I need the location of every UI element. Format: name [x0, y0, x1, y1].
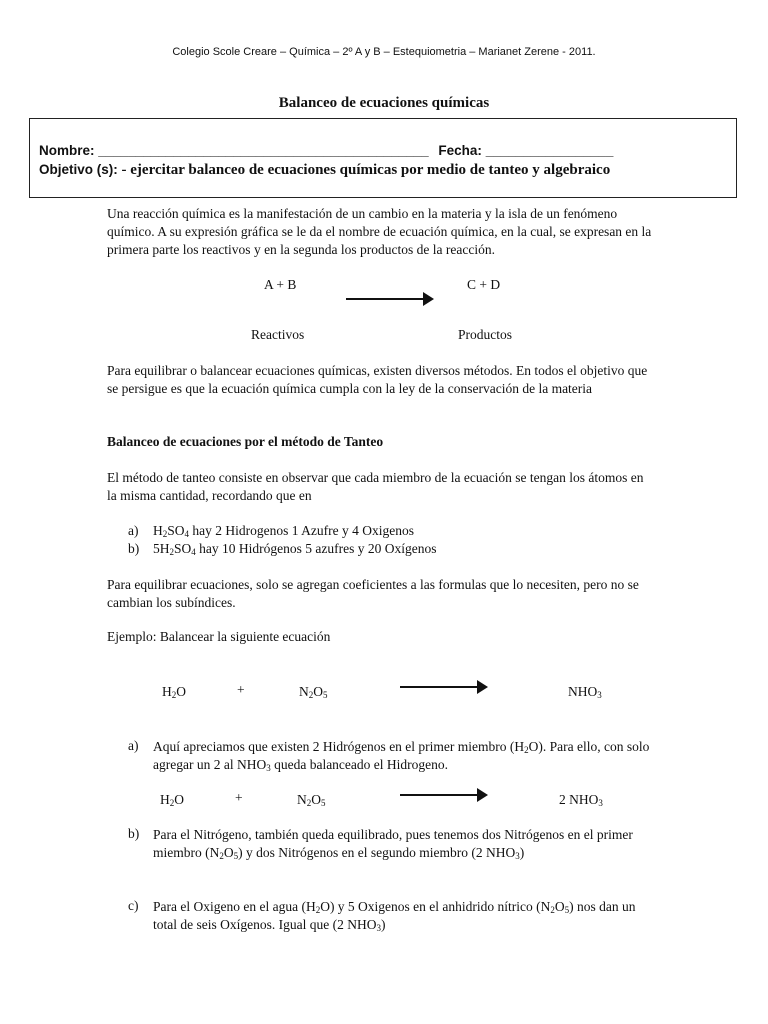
list-item-letter: b) — [128, 541, 140, 556]
step-a-letter: a) — [128, 738, 139, 753]
list-item: $5H_2SO_4$ hay 10 Hidrógenos 5 azufres y 20 Oxígenos — [153, 541, 437, 557]
step-b-letter: b) — [128, 826, 140, 841]
fecha-label: Fecha: — [438, 143, 482, 158]
eq1-anhydride: $N_2O_5$ — [299, 684, 328, 700]
step-c-text: Para el Oxigeno en el agua $(H_2O)$ y 5 Oxigenos en el anhidrido nítrico $(N_2O_5)$ nos dan un total de seis Oxígenos. Igual que (2 $NHO_3$) — [153, 899, 636, 933]
eq2-water: $H_2O$ — [160, 792, 184, 808]
eq2-arrow — [400, 794, 480, 796]
objetivo-line — [39, 162, 610, 179]
reactivos-label: Reactivos — [251, 327, 305, 342]
productos-label: Productos — [458, 327, 512, 342]
tanteo-paragraph: El método de tanteo consiste en observar que cada miembro de la ecuación se tengan los átomos en la misma cantidad, recordando que en — [107, 470, 644, 503]
reaction-arrow — [346, 298, 426, 300]
nombre-blank: ____________________________________________ — [98, 143, 429, 158]
eq1-arrow — [400, 686, 480, 688]
objetivo-text: - ejercitar balanceo de ecuaciones químicas por medio de tanteo y algebraico — [117, 162, 611, 178]
eq2-plus: + — [235, 790, 243, 805]
intro-paragraph: Una reacción química es la manifestación de un cambio en la materia y la isla de un fenómeno químico. A su expresión gráfica se le da el nombre de ecuación química, en la cual, se expresan en la primera parte los reactivos y en la segunda los productos de la reacción. — [107, 206, 652, 257]
eq2-product: 2 $NHO_3$ — [559, 792, 603, 808]
diagram-products: C + D — [467, 277, 501, 292]
eq1-water: $H_2O$ — [162, 684, 186, 700]
example-label: Ejemplo: Balancear la siguiente ecuación — [107, 629, 331, 644]
eq1-plus: + — [237, 682, 245, 697]
step-b-text: Para el Nitrógeno, también queda equilibrado, pues tenemos dos Nitrógenos en el primer miembro $(N_2O_5)$ y dos Nitrógenos en el segundo miembro (2 $NHO_3$) — [153, 827, 633, 861]
fecha-blank: _________________ — [485, 143, 614, 158]
student-info-box — [29, 118, 737, 198]
list-item-letter: a) — [128, 523, 139, 538]
objetivo-label: Objetivo (s): — [39, 162, 118, 177]
diagram-reactants: A + B — [264, 277, 297, 292]
eq1-product: $NHO_3$ — [568, 684, 602, 700]
section-heading: Balanceo de ecuaciones por el método de Tanteo — [107, 434, 384, 449]
methods-paragraph: Para equilibrar o balancear ecuaciones químicas, existen diversos métodos. En todos el objetivo que se persigue es que la ecuación química cumpla con la ley de la conservación de la materia — [107, 363, 648, 396]
document-header: Colegio Scole Creare – Química – 2º A y B – Estequiometria – Marianet Zerene - 2011. — [172, 46, 596, 58]
eq2-anhydride: $N_2O_5$ — [297, 792, 326, 808]
step-c-letter: c) — [128, 898, 139, 913]
step-a-text: Aquí apreciamos que existen 2 Hidrógenos en el primer miembro $(H_2O)$. Para ello, con solo agregar un 2 al $NHO_3$ queda balanceado el Hidrogeno. — [153, 739, 650, 773]
nombre-line — [39, 143, 613, 158]
nombre-label: Nombre: — [39, 143, 95, 158]
formula: $5H_2SO_4$ — [153, 541, 196, 557]
coefficients-paragraph: Para equilibrar ecuaciones, solo se agregan coeficientes a las formulas que lo necesiten, pero no se cambian los subíndices. — [107, 577, 639, 610]
list-item: $H_2SO_4$ hay 2 Hidrogenos 1 Azufre y 4 Oxigenos — [153, 523, 414, 539]
page-title: Balanceo de ecuaciones químicas — [278, 95, 490, 111]
formula: $H_2SO_4$ — [153, 523, 190, 539]
